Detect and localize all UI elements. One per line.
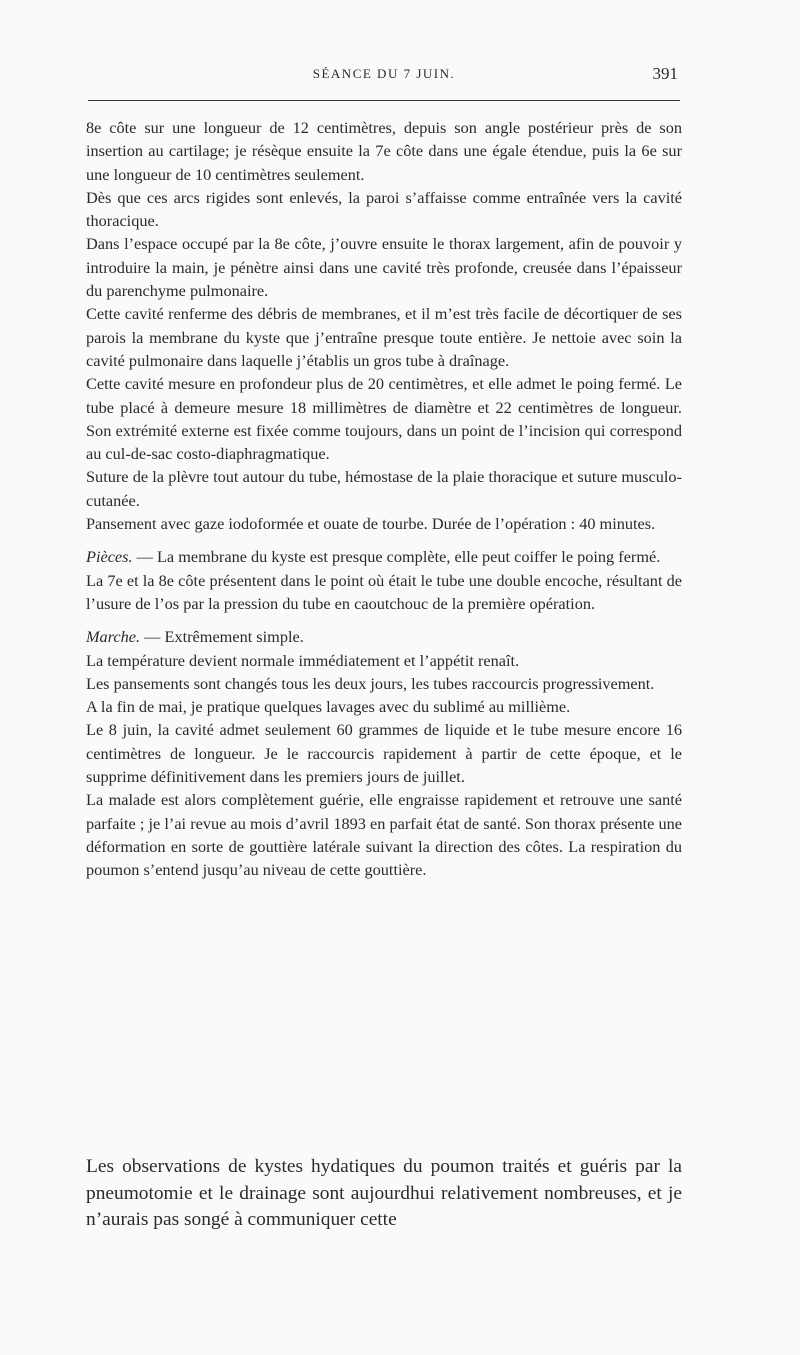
paragraph: Les pansements sont changés tous les deux jours, les tubes raccourcis progressivement. [86,673,655,693]
header-rule [88,100,680,101]
paragraph: La 7e et la 8e côte présentent dans le point où était le tube une double encoche, résultant de l’usure de l’os par la pression du tube en caoutchouc de la première opération. [86,570,682,613]
paragraph: Dès que ces arcs rigides sont enlevés, la paroi s’affaisse comme entraînée vers la cavité thoracique. [86,187,682,231]
paragraph: Dans l’espace occupé par la 8e côte, j’ouvre ensuite le thorax largement, afin de pouvoir y introduire la main, je pénètre ainsi dans une cavité très profonde, creusée dans l’épaisseur du parenchyme pulmonaire. [86,234,682,301]
paragraph: Cette cavité mesure en profondeur plus de 20 centimètres, et elle admet le poing fermé. Le tube placé à demeure mesure 18 millimètres de diamètre et 22 centimètres de longueur. Son extrémité externe est fixée comme toujours, dans un point de l’incision qui correspond au cul-de-sac costo-diaphragmatique. [86,374,682,464]
paragraph: Pansement avec gaze iodoformée et ouate de tourbe. Durée de l’opération : 40 minutes. [86,514,656,534]
section-label-pieces: Pièces. [86,547,133,567]
running-title: SÉANCE DU 7 JUIN. [312,66,456,81]
paragraph: Les observations de kystes hydatiques du poumon traités et guéris par la pneumotomie et le drainage sont aujourdhui relativement nombreuses, et je n’aurais pas songé à communiquer cette [86,1156,682,1230]
paragraph-marche [86,625,682,648]
paragraph: Suture de la plèvre tout autour du tube, hémostase de la plaie thoracique et suture musculo-cutanée. [86,467,682,510]
paragraph-text: — La membrane du kyste est presque complète, elle peut coiffer le poing fermé. [132,547,661,567]
main-text [86,1154,682,1234]
paragraph-pieces [86,545,682,568]
page-number: 391 [652,64,678,83]
paragraph: 8e côte sur une longueur de 12 centimètres, depuis son angle postérieur près de son insertion au cartilage; je résèque ensuite la 7e côte dans une égale étendue, puis la 6e sur une longueur de 10 centimètres seulement. [86,118,682,184]
paragraph-text: — Extrêmement simple. [140,627,304,647]
paragraph: La malade est alors complètement guérie, elle engraisse rapidement et retrouve une santé parfaite ; je l’ai revue au mois d’avril 1893 en parfait état de santé. Son thorax présente une déformation en sorte de gouttière latérale suivant la direction des côtes. La respiration du poumon s’entend jusqu’au niveau de cette gouttière. [86,790,682,880]
running-head [88,64,680,88]
paragraph: La température devient normale immédiatement et l’appétit renaît. [86,650,520,670]
section-label-marche: Marche. [86,627,141,647]
paragraph: A la fin de mai, je pratique quelques lavages avec du sublimé au millième. [86,697,571,717]
paragraph: Le 8 juin, la cavité admet seulement 60 grammes de liquide et le tube mesure encore 16 centimètres de longueur. Je le raccourcis rapidement à partir de cette époque, et le supprime définitivement dans les premiers jours de juillet. [86,720,682,787]
paragraph: Cette cavité renferme des débris de membranes, et il m’est très facile de décortiquer de ses parois la membrane du kyste que j’entraîne presque toute entière. Je nettoie avec soin la cavité pulmonaire dans laquelle j’établis un gros tube à draînage. [86,304,682,370]
body-text [86,116,682,882]
